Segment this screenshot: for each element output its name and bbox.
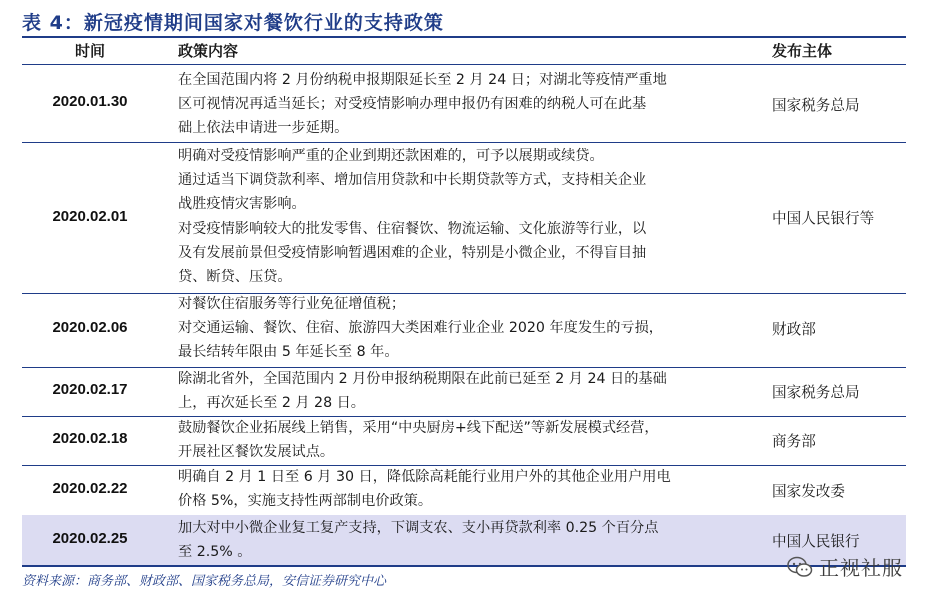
content-line: 开展社区餐饮发展试点。	[178, 444, 335, 461]
header-rule	[22, 64, 906, 65]
header-content: 政策内容	[178, 42, 239, 60]
row-issuer: 国家发改委	[772, 483, 845, 500]
content-line: 战胜疫情灾害影响。	[178, 196, 306, 213]
table-row	[22, 417, 906, 465]
table-row	[22, 368, 906, 416]
content-line: 及有发展前景但受疫情影响暂遇困难的企业，特别是小微企业，不得盲目抽	[178, 244, 647, 261]
content-line: 价格 5%，实施支持性两部制电价政策。	[178, 493, 433, 510]
row-issuer: 国家税务总局	[772, 97, 860, 114]
table-row	[22, 66, 906, 142]
content-line: 鼓励餐饮企业拓展线上销售，采用“中央厨房+线下配送”等新发展模式经营，	[178, 420, 659, 436]
row-date: 2020.02.06	[52, 319, 128, 336]
row-issuer: 中国人民银行等	[772, 210, 875, 227]
watermark-text: 正视社服	[819, 556, 903, 580]
row-date: 2020.01.30	[52, 93, 128, 110]
row-content	[178, 465, 768, 513]
watermark	[787, 552, 903, 581]
row-content	[178, 367, 768, 415]
row-date: 2020.02.22	[52, 480, 128, 497]
content-line: 至 2.5% 。	[178, 544, 252, 561]
header-time: 时间	[74, 42, 105, 60]
row-content	[178, 516, 768, 564]
row-content	[178, 292, 768, 365]
content-line: 明确对受疫情影响严重的企业到期还款困难的，可予以展期或续贷。	[178, 148, 604, 164]
row-issuer: 商务部	[772, 433, 816, 450]
content-line: 最长结转年限由 5 年延长至 8 年。	[178, 344, 399, 361]
content-line: 明确自 2 月 1 日至 6 月 30 日，降低除高耗能行业用户外的其他企业用户用电	[178, 469, 671, 485]
row-date: 2020.02.01	[52, 208, 128, 225]
row-issuer: 国家税务总局	[772, 384, 860, 401]
top-rule	[22, 36, 906, 38]
row-content	[178, 144, 768, 289]
content-line: 通过适当下调贷款利率、增加信用贷款和中长期贷款等方式，支持相关企业	[178, 172, 647, 189]
row-date: 2020.02.17	[52, 381, 128, 398]
content-line: 在全国范围内将 2 月份纳税申报期限延长至 2 月 24 日；对湖北等疫情严重地	[178, 72, 667, 88]
row-issuer: 中国人民银行	[772, 533, 860, 550]
header-issuer: 发布主体	[772, 42, 833, 60]
table-title: 表 4：新冠疫情期间国家对餐饮行业的支持政策	[22, 12, 444, 34]
row-content	[178, 416, 768, 464]
row-content	[178, 68, 768, 141]
content-line: 对餐饮住宿服务等行业免征增值税；	[178, 296, 406, 312]
wechat-icon	[787, 556, 813, 578]
row-date: 2020.02.18	[52, 430, 128, 447]
content-line: 贷、断贷、压贷。	[178, 269, 292, 286]
content-line: 除湖北省外，全国范围内 2 月份申报纳税期限在此前已延至 2 月 24 日的基础	[178, 371, 667, 387]
content-line: 对交通运输、餐饮、住宿、旅游四大类困难行业企业 2020 年度发生的亏损，	[178, 320, 663, 337]
content-line: 对受疫情影响较大的批发零售、住宿餐饮、物流运输、文化旅游等行业，以	[178, 220, 647, 237]
source-note: 资料来源：商务部、财政部、国家税务总局，安信证券研究中心	[22, 574, 387, 589]
table-row	[22, 294, 906, 367]
table-row	[22, 143, 906, 293]
row-date: 2020.02.25	[52, 530, 128, 547]
bottom-rule	[22, 565, 906, 567]
content-line: 区可视情况再适当延长；对受疫情影响办理申报仍有困难的纳税人可在此基	[178, 96, 647, 113]
table-row-highlighted	[22, 515, 906, 565]
content-line: 上，再次延长至 2 月 28 日。	[178, 395, 365, 412]
content-line: 础上依法申请进一步延期。	[178, 120, 349, 137]
table-row	[22, 466, 906, 514]
row-issuer: 财政部	[772, 321, 816, 338]
content-line: 加大对中小微企业复工复产支持，下调支农、支小再贷款利率 0.25 个百分点	[178, 520, 659, 536]
